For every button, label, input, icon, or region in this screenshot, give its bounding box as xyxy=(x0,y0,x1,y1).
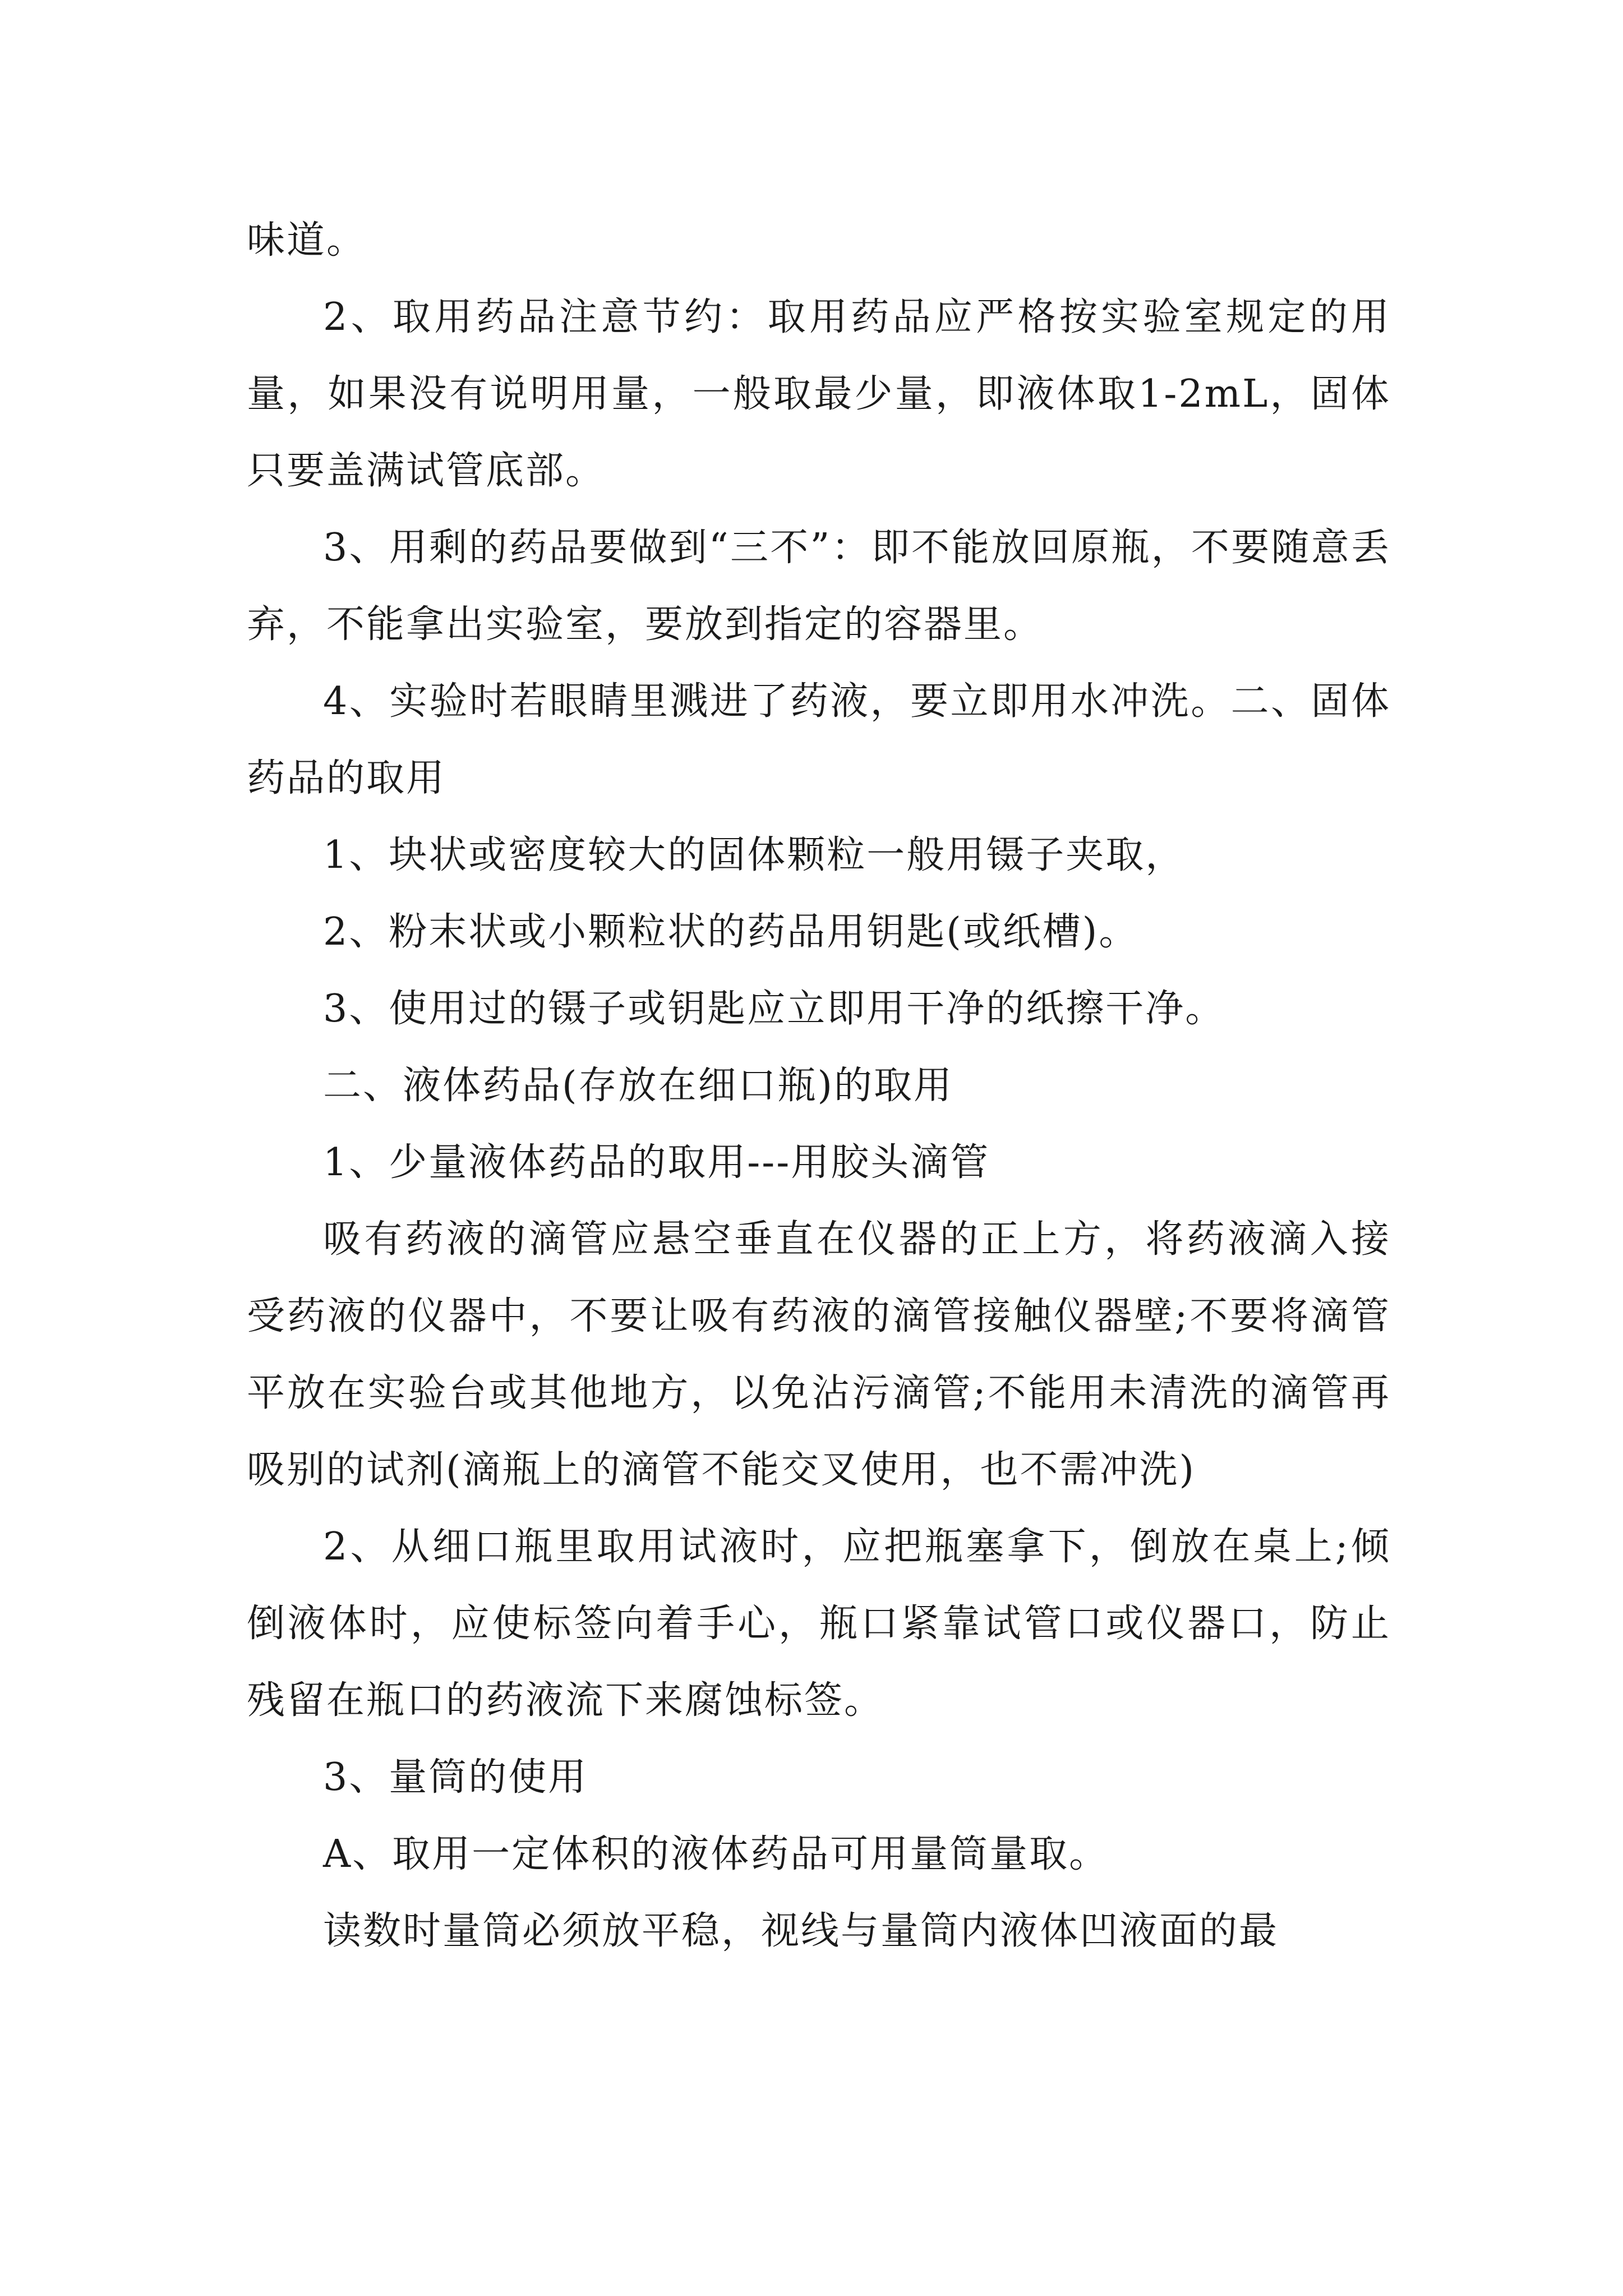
paragraph-13: A、取用一定体积的液体药品可用量筒量取。 xyxy=(323,1832,1109,1876)
paragraph-9: 1、少量液体药品的取用---用胶头滴管 xyxy=(323,1140,990,1185)
paragraph-10: 吸有药液的滴管应悬空垂直在仪器的正上方，将药液滴入接受药液的仪器中，不要让吸有药液的滴管接触仪器壁;不要将滴管平放在实验台或其他地方，以免沾污滴管;不能用未清洗的滴管再吸别的试剂(滴瓶上的滴管不能交叉使用，也不需冲洗) xyxy=(247,1217,1391,1492)
paragraph-7: 3、使用过的镊子或钥匙应立即用干净的纸擦干净。 xyxy=(323,987,1225,1031)
paragraph-11: 2、从细口瓶里取用试液时，应把瓶塞拿下，倒放在桌上;倾倒液体时，应使标签向着手心，瓶口紧靠试管口或仪器口，防止残留在瓶口的药液流下来腐蚀标签。 xyxy=(247,1525,1391,1723)
paragraph-2: 2、取用药品注意节约：取用药品应严格按实验室规定的用量，如果没有说明用量，一般取最少量，即液体取1-2mL，固体只要盖满试管底部。 xyxy=(247,295,1391,493)
paragraph-6: 2、粉末状或小颗粒状的药品用钥匙(或纸槽)。 xyxy=(323,910,1139,954)
document-body xyxy=(247,202,1391,1970)
paragraph-12: 3、量筒的使用 xyxy=(323,1755,588,1800)
paragraph-5: 1、块状或密度较大的固体颗粒一般用镊子夹取， xyxy=(323,833,1186,877)
paragraph-3: 3、用剩的药品要做到“三不”：即不能放回原瓶，不要随意丢弃，不能拿出实验室，要放到指定的容器里。 xyxy=(247,526,1391,647)
paragraph-4: 4、实验时若眼睛里溅进了药液，要立即用水冲洗。二、固体药品的取用 xyxy=(247,679,1391,800)
paragraph-14: 读数时量筒必须放平稳，视线与量筒内液体凹液面的最 xyxy=(323,1909,1279,1953)
section-heading: 二、液体药品(存放在细口瓶)的取用 xyxy=(323,1064,954,1108)
paragraph-1: 味道。 xyxy=(247,218,367,263)
